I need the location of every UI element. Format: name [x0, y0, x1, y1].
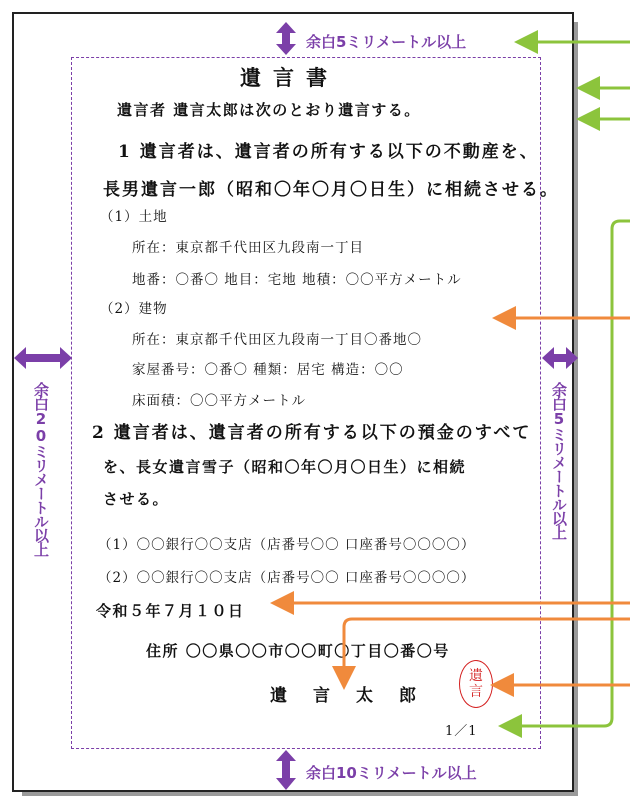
bottom-margin-label: 余白10ミリメートル以上 [306, 764, 477, 782]
seal-char-1: 遺 [469, 667, 483, 684]
land-details: 地番：〇番〇 地目：宅地 地積：〇〇平方メートル [132, 272, 462, 288]
clause2-line3: させる。 [103, 490, 170, 508]
bank-account-1: （1）〇〇銀行〇〇支店（店番号〇〇 口座番号〇〇〇〇） [98, 537, 476, 553]
green-callouts [510, 42, 630, 726]
left-margin-label: 余白20ミリメートル以上 [32, 382, 50, 556]
building-details: 家屋番号：〇番〇 種類：居宅 構造：〇〇 [132, 362, 404, 378]
signature-name: 遺言太郎 [270, 686, 442, 706]
top-margin-double-arrow [276, 22, 296, 55]
page-number: 1／1 [445, 724, 478, 739]
seal-char-2: 言 [469, 684, 483, 700]
building-location: 所在：東京都千代田区九段南一丁目〇番地〇 [132, 332, 422, 348]
floor-area: 床面積：〇〇平方メートル [132, 393, 306, 409]
left-margin-double-arrow [14, 347, 72, 369]
clause2-line1: 2 遺言者は、遺言者の所有する以下の預金のすべて [92, 423, 532, 443]
clause1-line2: 長男遺言一郎（昭和〇年〇月〇日生）に相続させる。 [103, 180, 559, 200]
bank-account-2: （2）〇〇銀行〇〇支店（店番号〇〇 口座番号〇〇〇〇） [98, 570, 476, 586]
orange-callouts [282, 318, 630, 685]
address-line: 住所 〇〇県〇〇市〇〇町〇丁目〇番〇号 [146, 642, 450, 660]
right-margin-double-arrow [542, 347, 578, 369]
land-location: 所在：東京都千代田区九段南一丁目 [132, 240, 364, 256]
item2-heading: （2）建物 [100, 301, 168, 317]
bottom-margin-double-arrow [276, 750, 296, 790]
clause1-line1: 1 遺言者は、遺言者の所有する以下の不動産を、 [118, 142, 539, 162]
item1-heading: （1）土地 [100, 209, 168, 225]
clause2-line2: を、長女遺言雪子（昭和〇年〇月〇日生）に相続 [103, 458, 467, 476]
top-margin-label: 余白5ミリメートル以上 [306, 33, 467, 51]
date-line: 令和５年７月１０日 [96, 602, 245, 620]
right-margin-label: 余白5ミリメートル以上 [550, 382, 568, 539]
document-title: 遺言書 [240, 65, 339, 90]
intro-line: 遺言者 遺言太郎は次のとおり遺言する。 [117, 101, 421, 119]
